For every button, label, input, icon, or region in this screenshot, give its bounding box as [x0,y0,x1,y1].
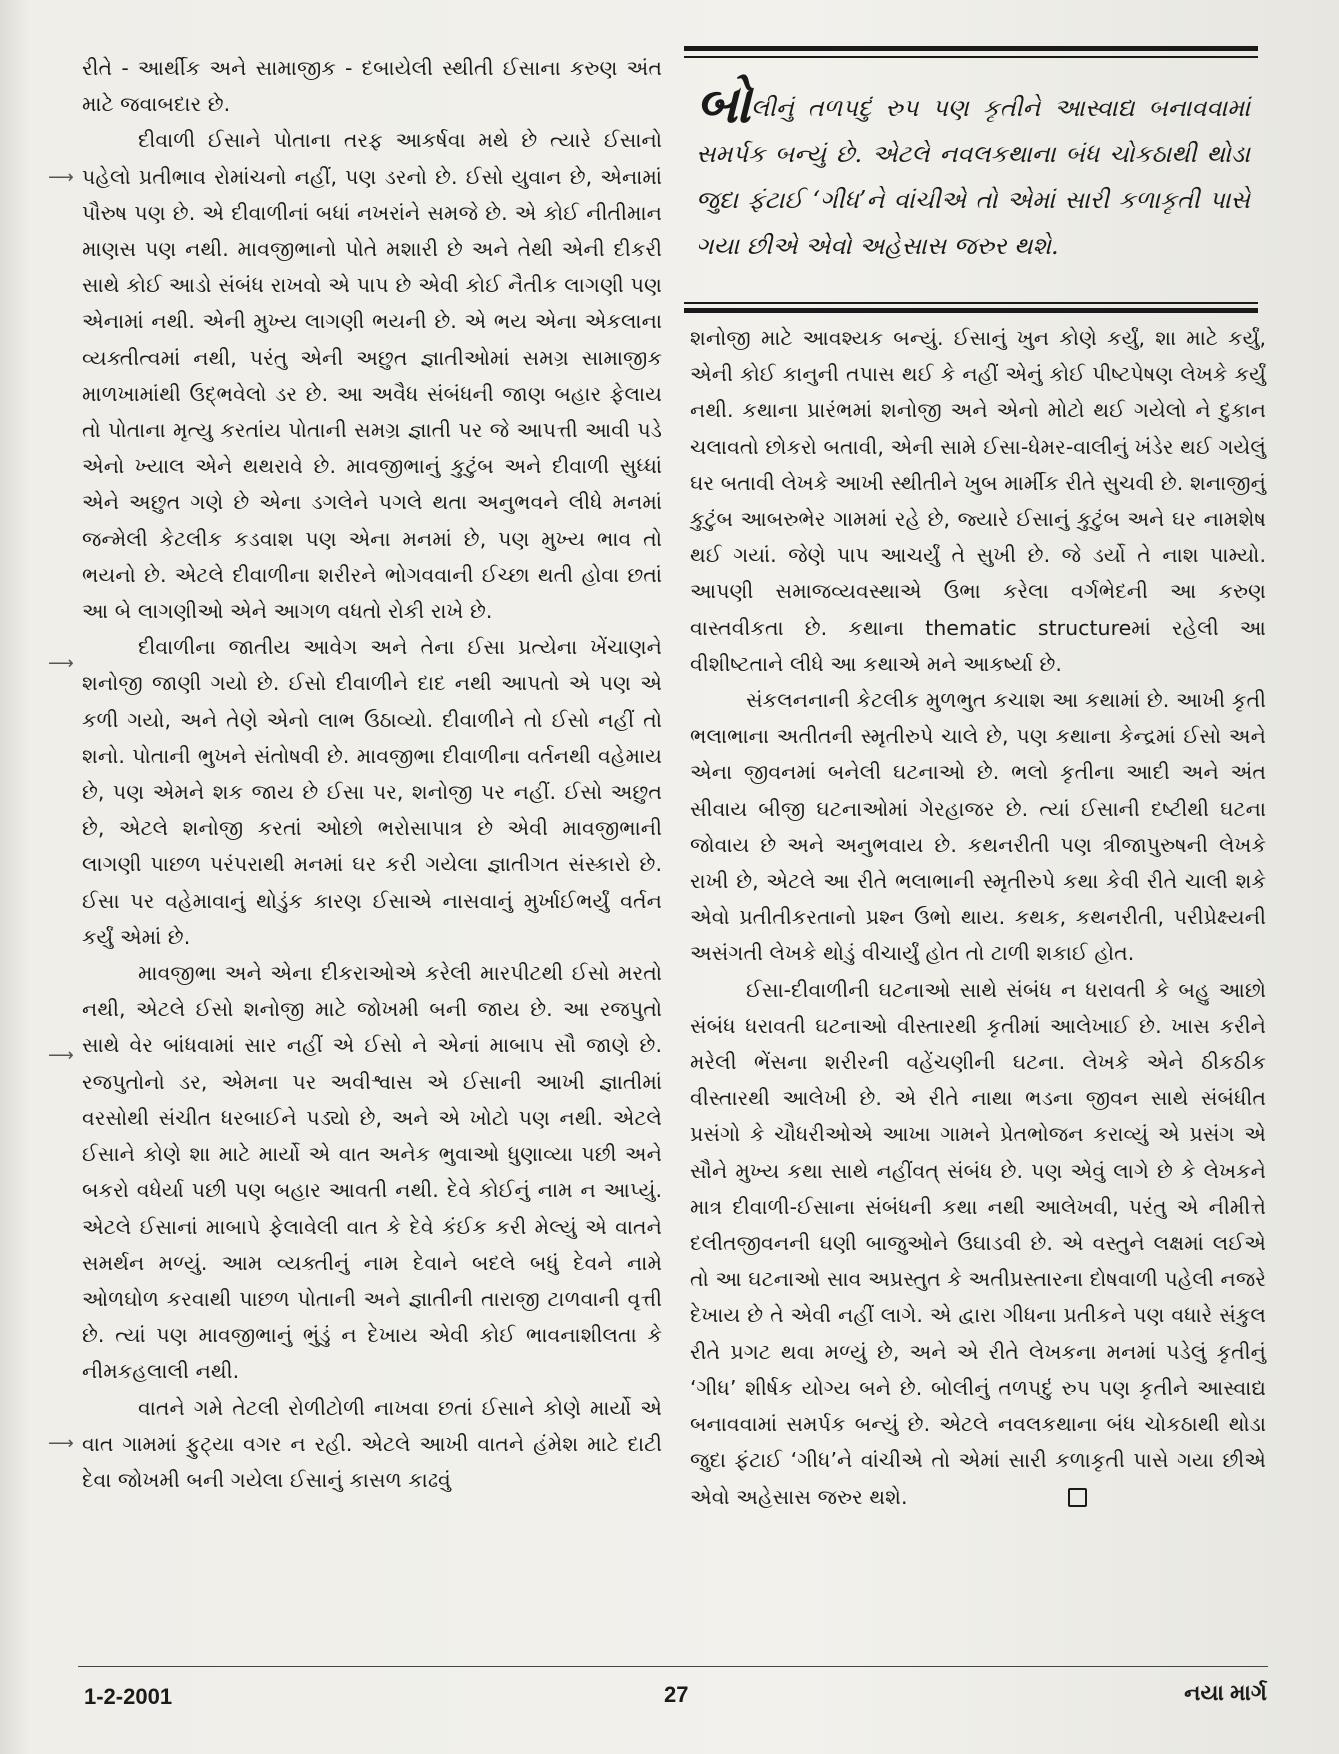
left-column [82,50,662,1498]
paragraph [82,122,662,629]
paragraph-text: દીવાળી ઈસાને પોતાના તરફ આકર્ષવા મથે છે ત્યારે ઈસાનો પહેલો પ્રતીભાવ રોમાંચનો નહીં, પણ ડરનો છે. ઈસો યુવાન છે, એનામાં પૌરુષ પણ છે. એ દીવાળીનાં બધાં નખરાંને સમજે છે. એ કોઈ નીતીમાન માણસ પણ નથી. માવજીભાનો પોતે મશારી છે અને તેથી એની દીકરી સાથે કોઈ આડો સંબંધ રાખવો એ પાપ છે એવી કોઈ નૈતીક લાગણી પણ એનામાં નથી. એની મુખ્ય લાગણી ભયની છે. એ ભય એના એકલાના વ્યક્તીત્વમાં નથી, પરંતુ એની અછુત જ્ઞાતીઓમાં સમગ્ર સામાજીક માળખામાંથી ઉદ્ભવેલો ડર છે. આ અવૈધ સંબંધની જાણ બહાર ફેલાય તો પોતાના મૃત્યુ કરતાંય પોતાની સમગ્ર જ્ઞાતી પર જે આપત્તી આવી પડે એનો ખ્યાલ એને થથરાવે છે. માવજીભાનું કુટુંબ અને દીવાળી સુધ્ધાં એને અછુત ગણે છે એના ડગલેને પગલે થતા અનુભવને લીધે મનમાં જન્મેલી કેટલીક કડવાશ પણ એના મનમાં છે, પણ મુખ્ય ભાવ તો ભયનો છે. એટલે દીવાળીના શરીરને ભોગવવાની ઈચ્છા થતી હોવા છતાં આ બે લાગણીઓ એને આગળ વધતો રોકી રાખે છે. [82,128,662,624]
pull-quote-top-rule [684,46,1258,51]
paragraph-text: શનોજી માટે આવશ્યક બન્યું. ઈસાનું ખુન કોણે કર્યું, શા માટે કર્યું, એની કોઈ કાનુની તપાસ થઈ કે નહીં એનું કોઈ પીષ્ટપેષણ લેખકે કર્યું નથી. કથાના પ્રારંભમાં શનોજી અને એનો મોટો થઈ ગયેલો ને દુકાન ચલાવતો છોકરો બતાવી, એની સામે ઈસા-ધેમર-વાલીનું ખંડેર થઈ ગયેલું ઘર બતાવી લેખકે આખી સ્થીતીને ખુબ માર્મીક રીતે સુચવી છે. શનાજીનું કુટુંબ આબરુભેર ગામમાં રહે છે, જ્યારે ઈસાનું કુટુંબ અને ઘર નામશેષ થઈ ગયાં. જેણે પાપ આચર્યું તે સુખી છે. જે ડર્યો તે નાશ પામ્યો. આપણી સમાજવ્યવસ્થાએ ઉભા કરેલા વર્ગભેદની આ કરુણ વાસ્તવીકતા છે. કથાના thematic structureમાં રહેલી આ વીશીષ્ટતાને લીધે આ કથાએ મને આકર્ષ્યા છે. [690,326,1266,676]
right-column [690,320,1266,1515]
staple-mark: ⟶ [48,1045,74,1066]
paragraph-text: ઈસા-દીવાળીની ઘટનાઓ સાથે સંબંધ ન ધરાવતી કે બહુ આછો સંબંધ ધરાવતી ઘટનાઓ વીસ્તારથી કૃતીમાં આલેખાઈ છે. ખાસ કરીને મરેલી ભેંસના શરીરની વહેંચણીની ઘટના. લેખકે એને ઠીકઠીક વીસ્તારથી આલેખી છે. એ રીતે નાથા ભડના જીવન સાથે સંબંધીત પ્રસંગો કે ચૌધરીઓએ આખા ગામને પ્રેતભોજન કરાવ્યું એ પ્રસંગ એ સૌને મુખ્ય કથા સાથે નહીંવત્ સંબંધ છે. પણ એવું લાગે છે કે લેખકને માત્ર દીવાળી-ઈસાના સંબંધની કથા નથી આલેખવી, પરંતુ એ નીમીત્તે દલીતજીવનની ઘણી બાજુઓને ઉઘાડવી છે. એ વસ્તુને લક્ષમાં લઈએ તો આ ઘટનાઓ સાવ અપ્રસ્તુત કે અતીપ્રસ્તારના દોષવાળી પહેલી નજરે દેખાય છે તે એવી નહીં લાગે. એ દ્વારા ગીધના પ્રતીકને પણ વધારે સંકુલ રીતે પ્રગટ થવા મળ્યું છે, અને એ રીતે લેખકના મનમાં પડેલું કૃતીનું ‘ગીધ’ શીર્ષક યોગ્ય બને છે. બોલીનું તળપદું રુપ પણ કૃતીને આસ્વાદ્ય બનાવવામાં સમર્પક બન્યું છે. એટલે નવલકથાના બંધ ચોકઠાથી થોડા જુદા ફંટાઈ ‘ગીધ’ને વાંચીએ તો એમાં સારી કળાકૃતી પાસે ગયા છીએ એવો અહેસાસ જરુર થશે. [690,977,1266,1509]
pull-quote-bottom-rule-thin [684,302,1258,304]
paragraph-text: સંકલનનાની કેટલીક મુળભુત કચાશ આ કથામાં છે. આખી કૃતી ભલાભાના અતીતની સ્મૃતીરુપે ચાલે છે, પણ કથાના કેન્દ્રમાં ઈસો અને એના જીવનમાં બનેલી ઘટનાઓ છે. ભલો કૃતીના આદી અને અંત સીવાય બીજી ઘટનાઓમાં ગેરહાજર છે. ત્યાં ઈસાની દષ્ટીથી ઘટના જોવાય છે અને અનુભવાય છે. કથનરીતી પણ ત્રીજાપુરુષની લેખકે રાખી છે, એટલે આ રીતે ભલાભાની સ્મૃતીરુપે કથા કેવી રીતે ચાલી શકે એવો પ્રતીતીકરતાનો પ્રશ્ન ઉભો થાય. કથક, કથનરીતી, પરીપ્રેક્ષ્યની અસંગતી લેખકે થોડું વીચાર્યું હોત તો ટાળી શકાઈ હોત. [690,688,1266,966]
paragraph [690,682,1266,972]
end-of-article-mark [1068,1488,1087,1507]
page-number: 27 [664,1682,689,1707]
paragraph-text: રીતે - આર્થીક અને સામાજીક - દબાયેલી સ્થીતી ઈસાના કરુણ અંત માટે જવાબદાર છે. [82,56,662,117]
paragraph [690,972,1266,1515]
paragraph [82,629,662,955]
pull-quote [684,46,1258,312]
paragraph-text: વાતને ગમે તેટલી રોળીટોળી નાખવા છતાં ઈસાને કોણે માર્યો એ વાત ગામમાં ફુટ્યા વગર ન રહી. એટલે આખી વાતને હંમેશ માટે દાટી દેવા જોખમી બની ગયેલા ઈસાનું કાસળ કાઢવું [82,1395,662,1492]
magazine-name: નયા માર્ગ [1184,1680,1267,1705]
pull-quote-bottom-rule [684,308,1258,313]
footer-rule [78,1666,1268,1667]
paragraph-text: દીવાળીના જાતીય આવેગ અને તેના ઈસા પ્રત્યેના ખેંચાણને શનોજી જાણી ગયો છે. ઈસો દીવાળીને દાદ નથી આપતો એ પણ એ કળી ગયો, અને તેણે એનો લાભ ઉઠાવ્યો. દીવાળીને તો ઈસો નહીં તો શનો. પોતાની ભુખને સંતોષવી છે. માવજીભા દીવાળીના વર્તનથી વહેમાય છે, પણ એમને શક જાય છે ઈસા પર, શનોજી પર નહીં. ઈસો અછુત છે, એટલે શનોજી કરતાં ઓછો ભરોસાપાત્ર છે એવી માવજીભાની લાગણી પાછળ પરંપરાથી મનમાં ઘર કરી ગયેલા જ્ઞાતીગત સંસ્કારો છે. ઈસા પર વહેમાવાનું થોડુંક કારણ ઈસાએ નાસવાનું મુર્ખાઈભર્યું વર્તન કર્યું એમાં છે. [82,635,662,949]
staple-mark: ⟶ [48,653,74,674]
paragraph [690,320,1266,682]
paragraph [82,50,662,122]
pull-quote-top-rule-thin [684,56,1258,58]
paragraph [82,1390,662,1499]
staple-mark: ⟶ [48,1433,74,1454]
issue-date: 1-2-2001 [84,1684,173,1709]
staple-mark: ⟶ [48,167,74,188]
paragraph-text: માવજીભા અને એના દીકરાઓએ કરેલી મારપીટથી ઈસો મરતો નથી, એટલે ઈસો શનોજી માટે જોખમી બની જાય છે. આ રજપુતો સાથે વેર બાંધવામાં સાર નહીં એ ઈસો ને એનાં માબાપ સૌ જાણે છે. રજપુતોનો ડર, એમના પર અવીશ્વાસ એ ઈસાની આખી જ્ઞાતીમાં વરસોથી સંચીત ધરબાઈને પડ્યો છે, અને એ ખોટો પણ નથી. એટલે ઈસાને કોણે શા માટે માર્યો એ વાત અનેક ભુવાઓ ધુણાવ્યા પછી અને બકરો વધેર્યા પછી પણ બહાર આવતી નથી. દેવે કોઈનું નામ ન આપ્યું. એટલે ઈસાનાં માબાપે ફેલાવેલી વાત કે દેવે કંઈક કરી મેલ્યું એ વાતને સમર્થન મળ્યું. આમ વ્યક્તીનું નામ દેવાને બદલે બધું દેવને નામે ઓળઘોળ કરવાથી પાછળ પોતાની અને જ્ઞાતીની તારાજી ટાળવાની વૃત્તી છે. ત્યાં પણ માવજીભાનું ભુંડું ન દેખાય એવી કોઈ ભાવનાશીલતા કે નીમકહલાલી નથી. [82,961,662,1384]
paragraph [82,955,662,1389]
pull-quote-text [696,74,1250,269]
pull-quote-body: લીનું તળપદું રુપ પણ કૃતીને આસ્વાદ્ય બનાવવામાં સમર્પક બન્યું છે. એટલે નવલકથાના બંધ ચોકઠાથી થોડા જુદા ફંટાઈ ‘ગીધ’ને વાંચીએ તો એમાં સારી કળાકૃતી પાસે ગયા છીએ એવો અહેસાસ જરુર થશે. [696,94,1250,260]
drop-cap: બો [696,74,751,135]
